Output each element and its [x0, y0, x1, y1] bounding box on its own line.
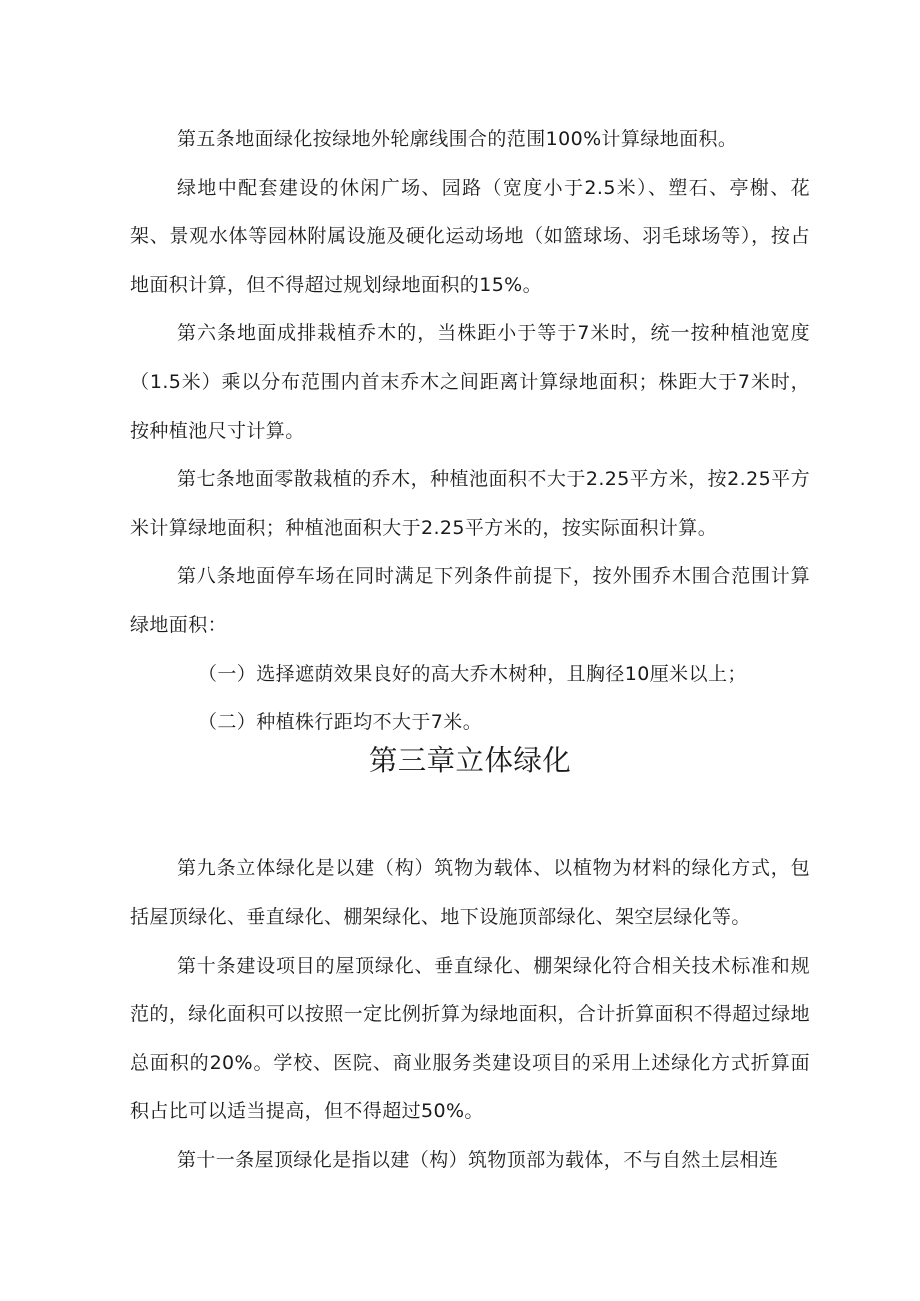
- paragraph-article-11: 第十一条屋顶绿化是指以建（构）筑物顶部为载体，不与自然土层相连: [177, 1148, 779, 1171]
- paragraph-article-6: 第六条地面成排栽植乔木的，当株距小于等于7米时，统一按种植池宽度（1.5米）乘以分布范围内首末乔木之间距离计算绿地面积；株距大于7米时，按种植池尺寸计算。: [130, 322, 810, 442]
- list-item-condition-2: （二）种植株行距均不大于7米。: [198, 711, 483, 734]
- paragraph-greenland-facilities: 绿地中配套建设的休闲广场、园路（宽度小于2.5米）、塑石、亭榭、花架、景观水体等园林附属设施及硬化运动场地（如篮球场、羽毛球场等），按占地面积计算，但不得超过规划绿地面积的15%。: [130, 176, 810, 296]
- paragraph-article-5: 第五条地面绿化按绿地外轮廓线围合的范围100%计算绿地面积。: [177, 128, 738, 150]
- paragraph-article-10: 第十条建设项目的屋顶绿化、垂直绿化、棚架绿化符合相关技术标准和规范的，绿化面积可以按照一定比例折算为绿地面积，合计折算面积不得超过绿地总面积的20%。学校、医院、商业服务类建设项目的采用上述绿化方式折算面积占比可以适当提高，但不得超过50%。: [130, 954, 810, 1123]
- heading-spacer: [130, 785, 810, 844]
- chapter-heading: 第三章立体绿化: [368, 743, 572, 777]
- paragraph-article-8: 第八条地面停车场在同时满足下列条件前提下，按外围乔木围合范围计算绿地面积：: [130, 565, 810, 636]
- document-body: [130, 115, 810, 1184]
- paragraph-article-9: 第九条立体绿化是以建（构）筑物为载体、以植物为材料的绿化方式，包括屋顶绿化、垂直绿化、棚架绿化、地下设施顶部绿化、架空层绿化等。: [130, 857, 810, 928]
- list-item-condition-1: （一）选择遮荫效果良好的高大乔木树种，且胸径10厘米以上；: [198, 662, 747, 685]
- paragraph-article-7: 第七条地面零散栽植的乔木，种植池面积不大于2.25平方米，按2.25平方米计算绿地面积；种植池面积大于2.25平方米的，按实际面积计算。: [130, 468, 810, 539]
